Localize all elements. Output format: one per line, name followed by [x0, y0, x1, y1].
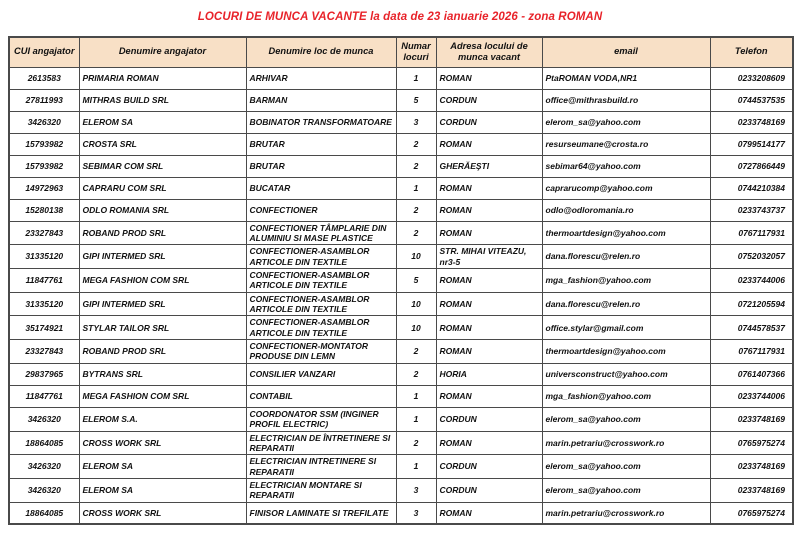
cell-denumire-angajator: PRIMARIA ROMAN	[79, 67, 246, 89]
cell-adresa: CORDUN	[436, 89, 542, 111]
table-row	[9, 340, 793, 364]
cell-denumire-angajator: ELEROM SA	[79, 455, 246, 479]
cell-denumire-angajator: BYTRANS SRL	[79, 363, 246, 385]
table-row	[9, 385, 793, 407]
cell-email: resurseumane@crosta.ro	[542, 133, 710, 155]
cell-denumire-loc-munca: CONFECTIONER-MONTATOR PRODUSE DIN LEMN	[246, 340, 396, 364]
cell-adresa: ROMAN	[436, 268, 542, 292]
cell-denumire-angajator: ELEROM SA	[79, 478, 246, 502]
cell-telefon: 0744578537	[710, 316, 793, 340]
cell-telefon: 0761407366	[710, 363, 793, 385]
cell-email: mga_fashion@yahoo.com	[542, 268, 710, 292]
cell-denumire-loc-munca: ELECTRICIAN MONTARE SI REPARATII	[246, 478, 396, 502]
table-row	[9, 363, 793, 385]
cell-email: sebimar64@yahoo.com	[542, 155, 710, 177]
cell-email: caprarucomp@yahoo.com	[542, 177, 710, 199]
cell-email: universconstruct@yahoo.com	[542, 363, 710, 385]
cell-denumire-angajator: ROBAND PROD SRL	[79, 340, 246, 364]
cell-email: PtaROMAN VODA,NR1	[542, 67, 710, 89]
cell-numar-locuri: 2	[396, 340, 436, 364]
cell-denumire-loc-munca: CONFECTIONER-ASAMBLOR ARTICOLE DIN TEXTILE	[246, 268, 396, 292]
table-row	[9, 177, 793, 199]
cell-numar-locuri: 2	[396, 155, 436, 177]
table-row	[9, 268, 793, 292]
cell-cui: 3426320	[9, 407, 79, 431]
cell-cui: 15280138	[9, 199, 79, 221]
vacancies-table	[8, 36, 794, 525]
cell-denumire-loc-munca: FINISOR LAMINATE SI TREFILATE	[246, 502, 396, 524]
header-denumire-angajator: Denumire angajator	[79, 37, 246, 67]
cell-numar-locuri: 10	[396, 292, 436, 316]
cell-telefon: 0765975274	[710, 502, 793, 524]
table-body	[9, 67, 793, 524]
cell-cui: 31335120	[9, 245, 79, 269]
table-row	[9, 111, 793, 133]
cell-denumire-angajator: ELEROM S.A.	[79, 407, 246, 431]
cell-numar-locuri: 1	[396, 385, 436, 407]
cell-denumire-loc-munca: CONSILIER VANZARI	[246, 363, 396, 385]
cell-denumire-loc-munca: BARMAN	[246, 89, 396, 111]
cell-adresa: ROMAN	[436, 177, 542, 199]
table-row	[9, 89, 793, 111]
cell-denumire-loc-munca: BUCATAR	[246, 177, 396, 199]
cell-email: dana.florescu@relen.ro	[542, 292, 710, 316]
cell-denumire-loc-munca: CONFECTIONER-ASAMBLOR ARTICOLE DIN TEXTILE	[246, 292, 396, 316]
cell-numar-locuri: 3	[396, 111, 436, 133]
cell-cui: 18864085	[9, 431, 79, 455]
cell-telefon: 0767117931	[710, 340, 793, 364]
header-denumire-loc-munca: Denumire loc de munca	[246, 37, 396, 67]
cell-adresa: CORDUN	[436, 111, 542, 133]
cell-email: elerom_sa@yahoo.com	[542, 111, 710, 133]
cell-telefon: 0744537535	[710, 89, 793, 111]
cell-numar-locuri: 1	[396, 67, 436, 89]
cell-telefon: 0721205594	[710, 292, 793, 316]
cell-numar-locuri: 10	[396, 245, 436, 269]
cell-numar-locuri: 1	[396, 407, 436, 431]
cell-denumire-angajator: GIPI INTERMED SRL	[79, 245, 246, 269]
cell-numar-locuri: 2	[396, 431, 436, 455]
cell-email: marin.petrariu@crosswork.ro	[542, 502, 710, 524]
cell-denumire-angajator: MITHRAS BUILD SRL	[79, 89, 246, 111]
cell-email: dana.florescu@relen.ro	[542, 245, 710, 269]
cell-adresa: GHERĂEŞTI	[436, 155, 542, 177]
cell-cui: 11847761	[9, 268, 79, 292]
cell-adresa: ROMAN	[436, 67, 542, 89]
cell-denumire-angajator: ELEROM SA	[79, 111, 246, 133]
cell-numar-locuri: 5	[396, 268, 436, 292]
cell-telefon: 0744210384	[710, 177, 793, 199]
cell-cui: 27811993	[9, 89, 79, 111]
cell-telefon: 0752032057	[710, 245, 793, 269]
cell-denumire-angajator: CROSS WORK SRL	[79, 502, 246, 524]
cell-numar-locuri: 2	[396, 199, 436, 221]
cell-telefon: 0233744006	[710, 268, 793, 292]
page-title: LOCURI DE MUNCA VACANTE la data de 23 ianuarie 2026 - zona ROMAN	[197, 11, 603, 23]
cell-adresa: HORIA	[436, 363, 542, 385]
cell-cui: 3426320	[9, 455, 79, 479]
cell-cui: 23327843	[9, 340, 79, 364]
cell-telefon: 0727866449	[710, 155, 793, 177]
table-row	[9, 455, 793, 479]
cell-cui: 15793982	[9, 155, 79, 177]
cell-denumire-loc-munca: CONFECTIONER-ASAMBLOR ARTICOLE DIN TEXTILE	[246, 316, 396, 340]
cell-numar-locuri: 10	[396, 316, 436, 340]
header-adresa: Adresa locului de munca vacant	[436, 37, 542, 67]
table-row	[9, 199, 793, 221]
cell-denumire-angajator: SEBIMAR COM SRL	[79, 155, 246, 177]
cell-cui: 3426320	[9, 478, 79, 502]
cell-denumire-loc-munca: ELECTRICIAN INTRETINERE SI REPARATII	[246, 455, 396, 479]
table-row	[9, 292, 793, 316]
cell-denumire-loc-munca: ARHIVAR	[246, 67, 396, 89]
table-row	[9, 155, 793, 177]
cell-telefon: 0233208609	[710, 67, 793, 89]
cell-denumire-angajator: GIPI INTERMED SRL	[79, 292, 246, 316]
table-row	[9, 407, 793, 431]
cell-adresa: ROMAN	[436, 340, 542, 364]
cell-telefon: 0233748169	[710, 407, 793, 431]
header-telefon: Telefon	[710, 37, 793, 67]
table-row	[9, 316, 793, 340]
cell-cui: 35174921	[9, 316, 79, 340]
cell-cui: 23327843	[9, 221, 79, 245]
cell-denumire-loc-munca: COORDONATOR SSM (INGINER PROFIL ELECTRIC)	[246, 407, 396, 431]
cell-denumire-loc-munca: CONFECTIONER-ASAMBLOR ARTICOLE DIN TEXTILE	[246, 245, 396, 269]
header-cui: CUI angajator	[9, 37, 79, 67]
cell-denumire-loc-munca: BRUTAR	[246, 155, 396, 177]
cell-telefon: 0765975274	[710, 431, 793, 455]
cell-adresa: ROMAN	[436, 199, 542, 221]
cell-email: marin.petrariu@crosswork.ro	[542, 431, 710, 455]
cell-email: thermoartdesign@yahoo.com	[542, 340, 710, 364]
cell-numar-locuri: 3	[396, 478, 436, 502]
cell-adresa: CORDUN	[436, 455, 542, 479]
cell-denumire-loc-munca: BOBINATOR TRANSFORMATOARE	[246, 111, 396, 133]
cell-adresa: ROMAN	[436, 431, 542, 455]
header-row	[9, 37, 793, 67]
cell-telefon: 0233743737	[710, 199, 793, 221]
cell-denumire-loc-munca: BRUTAR	[246, 133, 396, 155]
cell-telefon: 0233748169	[710, 455, 793, 479]
cell-email: elerom_sa@yahoo.com	[542, 407, 710, 431]
cell-adresa: CORDUN	[436, 478, 542, 502]
cell-email: office@mithrasbuild.ro	[542, 89, 710, 111]
cell-denumire-angajator: ROBAND PROD SRL	[79, 221, 246, 245]
cell-numar-locuri: 3	[396, 502, 436, 524]
cell-denumire-loc-munca: CONFECTIONER	[246, 199, 396, 221]
table-header	[9, 37, 793, 67]
cell-cui: 15793982	[9, 133, 79, 155]
table-row	[9, 478, 793, 502]
cell-denumire-angajator: CROSS WORK SRL	[79, 431, 246, 455]
cell-numar-locuri: 2	[396, 133, 436, 155]
cell-denumire-angajator: ODLO ROMANIA SRL	[79, 199, 246, 221]
table-row	[9, 245, 793, 269]
cell-adresa: ROMAN	[436, 133, 542, 155]
cell-numar-locuri: 2	[396, 221, 436, 245]
cell-email: thermoartdesign@yahoo.com	[542, 221, 710, 245]
cell-email: odlo@odloromania.ro	[542, 199, 710, 221]
cell-cui: 11847761	[9, 385, 79, 407]
table-row	[9, 67, 793, 89]
cell-adresa: CORDUN	[436, 407, 542, 431]
cell-adresa: STR. MIHAI VITEAZU, nr3-5	[436, 245, 542, 269]
cell-cui: 2613583	[9, 67, 79, 89]
cell-adresa: ROMAN	[436, 316, 542, 340]
cell-denumire-angajator: STYLAR TAILOR SRL	[79, 316, 246, 340]
cell-numar-locuri: 1	[396, 455, 436, 479]
header-numar-locuri: Numar locuri	[396, 37, 436, 67]
cell-adresa: ROMAN	[436, 292, 542, 316]
cell-email: elerom_sa@yahoo.com	[542, 478, 710, 502]
cell-denumire-loc-munca: CONFECTIONER TÂMPLARIE DIN ALUMINIU SI MASE PLASTICE	[246, 221, 396, 245]
cell-adresa: ROMAN	[436, 502, 542, 524]
cell-cui: 31335120	[9, 292, 79, 316]
table-row	[9, 431, 793, 455]
cell-denumire-loc-munca: ELECTRICIAN DE ÎNTRETINERE SI REPARATII	[246, 431, 396, 455]
cell-denumire-loc-munca: CONTABIL	[246, 385, 396, 407]
table-row	[9, 221, 793, 245]
cell-telefon: 0233748169	[710, 478, 793, 502]
cell-denumire-angajator: CAPRARU COM SRL	[79, 177, 246, 199]
cell-numar-locuri: 1	[396, 177, 436, 199]
cell-cui: 14972963	[9, 177, 79, 199]
cell-denumire-angajator: MEGA FASHION COM SRL	[79, 385, 246, 407]
cell-email: elerom_sa@yahoo.com	[542, 455, 710, 479]
cell-email: mga_fashion@yahoo.com	[542, 385, 710, 407]
cell-telefon: 0233744006	[710, 385, 793, 407]
cell-cui: 3426320	[9, 111, 79, 133]
cell-adresa: ROMAN	[436, 221, 542, 245]
cell-telefon: 0233748169	[710, 111, 793, 133]
table-row	[9, 502, 793, 524]
cell-telefon: 0799514177	[710, 133, 793, 155]
cell-cui: 18864085	[9, 502, 79, 524]
header-email: email	[542, 37, 710, 67]
cell-telefon: 0767117931	[710, 221, 793, 245]
table-row	[9, 133, 793, 155]
cell-adresa: ROMAN	[436, 385, 542, 407]
cell-cui: 29837965	[9, 363, 79, 385]
cell-denumire-angajator: CROSTA SRL	[79, 133, 246, 155]
cell-denumire-angajator: MEGA FASHION COM SRL	[79, 268, 246, 292]
cell-numar-locuri: 5	[396, 89, 436, 111]
cell-numar-locuri: 2	[396, 363, 436, 385]
cell-email: office.stylar@gmail.com	[542, 316, 710, 340]
